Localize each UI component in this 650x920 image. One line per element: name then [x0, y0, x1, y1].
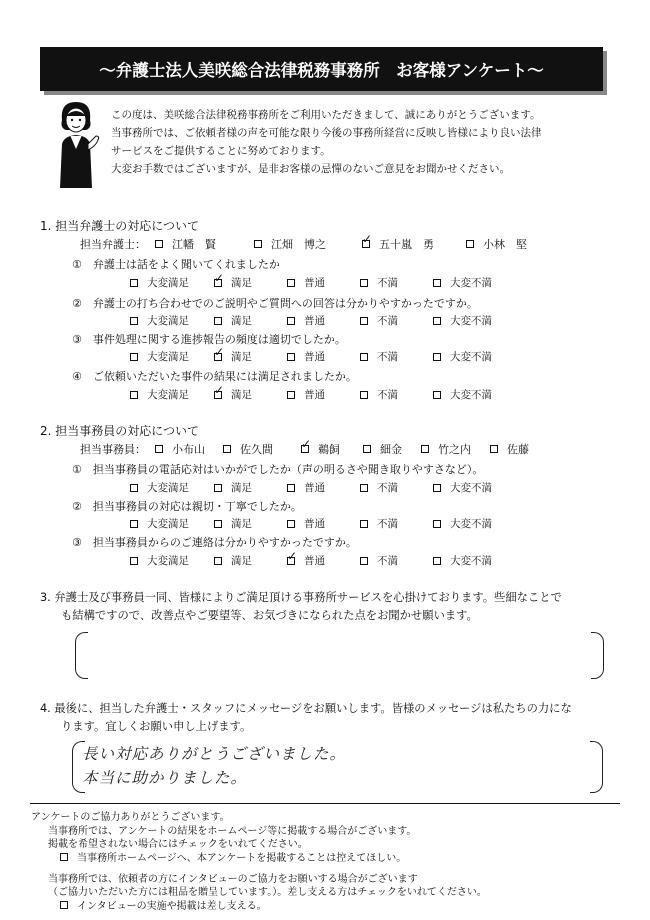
rating-option[interactable] [360, 387, 433, 402]
rating-row-s2-q3[interactable] [130, 548, 513, 568]
staff-checkbox[interactable] [363, 445, 371, 453]
rating-label: 大変満足 [147, 555, 189, 567]
rating-option[interactable] [130, 387, 214, 402]
rating-option[interactable] [214, 344, 287, 364]
rating-label: 満足 [231, 315, 252, 327]
rating-label: 不満 [377, 277, 398, 289]
staff-option[interactable]: 佐藤 [490, 441, 529, 457]
staff-option[interactable]: 竹之内 [421, 441, 471, 457]
rating-option[interactable] [360, 480, 433, 495]
rating-checkbox[interactable] [130, 484, 138, 492]
staff-option[interactable]: 小布山 [155, 441, 205, 457]
rating-label: 満足 [231, 482, 252, 494]
section4-line-2: ります。宜しくお願い申し上げます。 [61, 720, 252, 733]
check-mark-icon: ✓ [287, 548, 298, 563]
rating-label: 大変不満 [450, 277, 492, 289]
rating-option[interactable] [433, 275, 513, 290]
footer-publish-note-2: 掲載を希望されない場合にはチェックをいれてください。 [48, 839, 308, 850]
rating-option[interactable] [214, 480, 287, 495]
rating-checkbox[interactable] [287, 317, 295, 325]
rating-label: 満足 [231, 518, 252, 530]
rating-checkbox[interactable] [130, 391, 138, 399]
section3-line-1: 3. 弁護士及び事務員一同、皆様によりご満足頂ける事務所サービスを心掛けております。些細なことで [40, 591, 562, 604]
rating-checkbox[interactable] [433, 391, 441, 399]
lawyer-option[interactable]: ✓ 五十嵐 勇 [362, 232, 434, 251]
intro-line-1: この度は、美咲総合法律税務事務所をご利用いただきまして、誠にありがとうございます。 [111, 109, 541, 121]
question-s2-q1: ① 担当事務員の電話応対はいかがでしたか（声の明るさや聞き取りやすさなど）。 [72, 463, 484, 476]
rating-label: 大変満足 [147, 482, 189, 494]
rating-checkbox[interactable] [433, 279, 441, 287]
rating-row-s2-q2[interactable] [130, 516, 513, 531]
rating-option[interactable] [433, 313, 513, 328]
rating-row-s1-q3[interactable] [130, 344, 513, 364]
rating-checkbox[interactable] [287, 353, 295, 361]
rating-checkbox[interactable] [433, 484, 441, 492]
rating-checkbox[interactable] [214, 484, 222, 492]
rating-row-s1-q2[interactable] [130, 313, 513, 328]
rating-label: 普通 [304, 389, 325, 401]
rating-option[interactable] [130, 313, 214, 328]
rating-option[interactable] [130, 275, 214, 290]
rating-checkbox[interactable] [360, 317, 368, 325]
rating-checkbox[interactable] [360, 353, 368, 361]
check-mark-icon: ✓ [214, 382, 225, 397]
rating-option[interactable] [433, 480, 513, 495]
rating-label: 不満 [377, 315, 398, 327]
question-s1-q1: ① 弁護士は話をよく聞いてくれましたか [72, 258, 280, 271]
rating-label: 不満 [377, 389, 398, 401]
comment-bracket-left [75, 632, 88, 679]
rating-option[interactable] [360, 553, 433, 568]
rating-label: 普通 [304, 555, 325, 567]
rating-option[interactable] [287, 387, 360, 402]
rating-label: 普通 [304, 518, 325, 530]
intro-line-4: 大変お手数ではございますが、是非お客様の忌憚のないご意見をお聞かせください。 [111, 163, 510, 175]
rating-option[interactable] [287, 313, 360, 328]
staff-option[interactable]: 佐久間 [223, 441, 273, 457]
message-bracket-right [590, 741, 603, 793]
rating-checkbox[interactable] [130, 520, 138, 528]
lawyer-checkbox[interactable] [155, 240, 163, 248]
rating-checkbox[interactable] [287, 484, 295, 492]
rating-label: 大変満足 [147, 351, 189, 363]
rating-checkbox[interactable] [130, 317, 138, 325]
question-s1-q4: ④ ご依頼いただいた事件の結果には満足されましたか。 [72, 370, 357, 383]
rating-option[interactable] [130, 480, 214, 495]
rating-label: 大変満足 [147, 277, 189, 289]
lawyer-option[interactable]: 小林 堅 [466, 236, 527, 252]
rating-option[interactable] [287, 349, 360, 364]
receptionist-illustration [48, 98, 103, 192]
interview-opt-out-checkbox[interactable] [60, 901, 68, 909]
footer-interview-note-2: （ご協力いただいた方には粗品を贈呈しています。）。差し支える方はチェックをいれてください。 [48, 887, 487, 898]
handwritten-message-line-1[interactable]: 長い対応ありがとうございました。 [82, 745, 347, 763]
rating-checkbox[interactable] [287, 548, 298, 565]
publish-opt-out-checkbox[interactable] [60, 853, 68, 861]
rating-row-s1-q4[interactable] [130, 382, 513, 402]
rating-checkbox[interactable] [214, 270, 225, 287]
rating-checkbox[interactable] [287, 520, 295, 528]
check-mark-icon: ✓ [214, 270, 225, 285]
rating-option[interactable] [130, 349, 214, 364]
rating-checkbox[interactable] [130, 279, 138, 287]
footer-publish-option[interactable]: 当事務所ホームページへ、本アンケートを掲載することは控えてほしい。 [60, 849, 406, 864]
rating-label: 満足 [231, 351, 252, 363]
rating-option[interactable] [433, 387, 513, 402]
rating-checkbox[interactable] [433, 353, 441, 361]
rating-checkbox[interactable] [214, 317, 222, 325]
lawyer-checkbox[interactable] [362, 232, 373, 248]
footer-publish-note-1: 当事務所では、アンケートの結果をホームページ等に掲載する場合がございます。 [48, 826, 417, 837]
rating-option[interactable] [360, 275, 433, 290]
staff-option[interactable]: ✓ 鵜飼 [301, 437, 340, 456]
intro-line-2: 当事務所では、ご依頼者様の声を可能な限り今後の事務所経営に反映し皆様により良い法律 [111, 127, 542, 139]
check-mark-icon: ✓ [362, 232, 373, 246]
footer-interview-note-1: 当事務所では、依頼者の方にインタビューのご協力をお願いする場合がございます [48, 874, 418, 885]
check-mark-icon: ✓ [301, 437, 312, 451]
rating-checkbox[interactable] [214, 382, 225, 399]
rating-label: 普通 [304, 277, 325, 289]
check-mark-icon: ✓ [214, 344, 225, 359]
rating-label: 大変不満 [450, 351, 492, 363]
rating-option[interactable] [360, 516, 433, 531]
rating-label: 満足 [231, 389, 252, 401]
rating-checkbox[interactable] [433, 317, 441, 325]
rating-checkbox[interactable] [360, 557, 368, 565]
staff-option[interactable]: 細金 [363, 441, 402, 457]
rating-option[interactable] [130, 553, 214, 568]
rating-option[interactable] [130, 516, 214, 531]
rating-label: 満足 [231, 277, 252, 289]
rating-label: 大変満足 [147, 518, 189, 530]
rating-checkbox[interactable] [287, 279, 295, 287]
rating-label: 大変不満 [450, 482, 492, 494]
rating-checkbox[interactable] [130, 557, 138, 565]
staff-checkbox[interactable] [223, 445, 231, 453]
rating-option[interactable] [287, 480, 360, 495]
rating-checkbox[interactable] [130, 353, 138, 361]
rating-label: 不満 [377, 351, 398, 363]
footer-thanks: アンケートのご協力ありがとうございます。 [31, 812, 230, 823]
rating-label: 大変不満 [450, 389, 492, 401]
rating-option[interactable] [433, 516, 513, 531]
rating-option[interactable] [214, 270, 287, 290]
staff-checkbox[interactable] [490, 445, 498, 453]
question-s2-q2: ② 担当事務員の対応は親切・丁寧でしたか。 [72, 500, 302, 513]
rating-label: 普通 [304, 482, 325, 494]
rating-row-s2-q1[interactable] [130, 480, 513, 495]
section3-line-2: も結構ですので、改善点やご要望等、お気づきになられた点をお聞かせ願います。 [61, 609, 478, 622]
lawyer-option[interactable]: 江畑 博之 [254, 236, 326, 252]
staff-checkbox[interactable] [301, 437, 312, 453]
rating-checkbox[interactable] [287, 391, 295, 399]
rating-label: 不満 [377, 482, 398, 494]
rating-checkbox[interactable] [360, 391, 368, 399]
lawyer-checkbox[interactable] [466, 240, 474, 248]
rating-label: 大変不満 [450, 518, 492, 530]
rating-option[interactable] [433, 553, 513, 568]
rating-label: 大変不満 [450, 315, 492, 327]
rating-checkbox[interactable] [360, 279, 368, 287]
rating-option[interactable] [287, 516, 360, 531]
rating-label: 不満 [377, 518, 398, 530]
footer-divider [30, 803, 620, 804]
staff-label: 担当事務員： [80, 443, 146, 456]
comment-field[interactable] [92, 640, 587, 670]
rating-label: 普通 [304, 351, 325, 363]
rating-option[interactable] [214, 382, 287, 402]
rating-option[interactable] [360, 349, 433, 364]
rating-option[interactable] [433, 349, 513, 364]
rating-checkbox[interactable] [360, 520, 368, 528]
question-s2-q3: ③ 担当事務員からのご連絡は分かりやすかったですか。 [72, 536, 357, 549]
rating-row-s1-q1[interactable] [130, 270, 513, 290]
handwritten-message-line-2[interactable]: 本当に助かりました。 [82, 769, 248, 787]
rating-label: 大変不満 [450, 555, 492, 567]
rating-option[interactable] [287, 275, 360, 290]
lawyer-label: 担当弁護士： [80, 238, 146, 251]
survey-title: ～弁護士法人美咲総合法律税務事務所 お客様アンケート～ [40, 47, 603, 91]
rating-checkbox[interactable] [433, 520, 441, 528]
rating-checkbox[interactable] [214, 344, 225, 361]
section1-heading: 1. 担当弁護士の対応について [40, 219, 200, 233]
rating-checkbox[interactable] [433, 557, 441, 565]
section4-line-1: 4. 最後に、担当した弁護士・スタッフにメッセージをお願いします。皆様のメッセージは私たちの力にな [40, 702, 572, 715]
rating-option[interactable] [214, 516, 287, 531]
staff-checkbox[interactable] [421, 445, 429, 453]
intro-line-3: サービスをご提供することに努めております。 [111, 145, 331, 157]
rating-checkbox[interactable] [360, 484, 368, 492]
rating-label: 満足 [231, 555, 252, 567]
rating-label: 普通 [304, 315, 325, 327]
lawyer-checkbox[interactable] [254, 240, 262, 248]
rating-option[interactable] [287, 548, 360, 568]
rating-checkbox[interactable] [214, 557, 222, 565]
footer-interview-option[interactable]: インタビューの実施や掲載は差し支える。 [60, 897, 267, 912]
rating-label: 大変満足 [147, 389, 189, 401]
rating-checkbox[interactable] [214, 520, 222, 528]
rating-option[interactable] [360, 313, 433, 328]
comment-bracket-right [591, 632, 604, 679]
section2-heading: 2. 担当事務員の対応について [40, 424, 200, 438]
question-s1-q3: ③ 事件処理に関する進捗報告の頻度は適切でしたか。 [72, 333, 346, 346]
lawyer-option[interactable]: 江幡 賢 [155, 236, 216, 252]
staff-checkbox[interactable] [155, 445, 163, 453]
rating-option[interactable] [214, 553, 287, 568]
rating-label: 不満 [377, 555, 398, 567]
question-s1-q2: ② 弁護士の打ち合わせでのご説明やご質問への回答は分かりやすかったですか。 [72, 297, 478, 310]
rating-label: 大変満足 [147, 315, 189, 327]
rating-option[interactable] [214, 313, 287, 328]
